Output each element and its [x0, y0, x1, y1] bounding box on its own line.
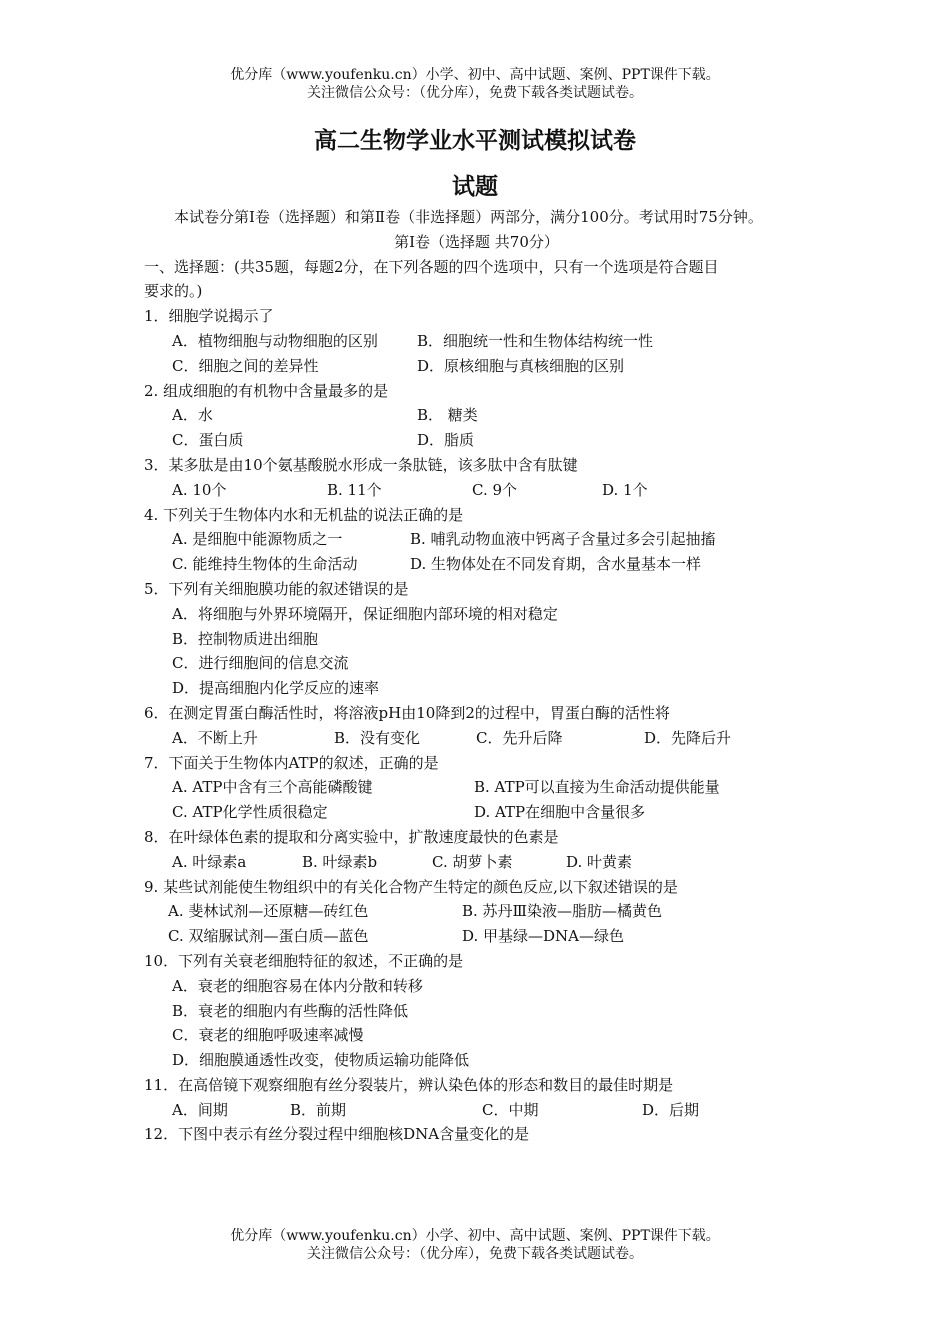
question-stem: 6．在测定胃蛋白酶活性时，将溶液pH由10降到2的过程中，胃蛋白酶的活性将: [144, 703, 670, 722]
options-row: [144, 527, 809, 552]
options-row: [144, 1098, 809, 1123]
option-b: B. 哺乳动物血液中钙离子含量过多会引起抽搐: [410, 530, 716, 549]
question-stem: 8．在叶绿体色素的提取和分离实验中，扩散速度最快的色素是: [144, 827, 559, 846]
options-row: [144, 354, 809, 379]
question-stem: 1．细胞学说揭示了: [144, 307, 274, 326]
page-header: [0, 66, 950, 102]
option-b: B. 苏丹Ⅲ染液—脂肪—橘黄色: [462, 902, 663, 921]
question-stem: 3．某多肽是由10个氨基酸脱水形成一条肽链，该多肽中含有肽键: [144, 455, 578, 474]
option-b: B. 11个: [327, 480, 382, 499]
option-c: C. 能维持生物体的生命活动: [172, 555, 358, 574]
option-d: D. ATP在细胞中含量很多: [474, 803, 646, 822]
question-1: [144, 304, 809, 378]
question-12: [144, 1122, 809, 1147]
options-row: [144, 329, 809, 354]
instruction-line-2: 要求的。): [144, 282, 203, 301]
option-a: A. ATP中含有三个高能磷酸键: [172, 778, 373, 797]
options-row: [144, 726, 809, 751]
option-b: B. ATP可以直接为生命活动提供能量: [474, 778, 720, 797]
options-row: [144, 775, 809, 800]
options-row: [144, 850, 809, 875]
options-row: [144, 552, 809, 577]
option-a: A．将细胞与外界环境隔开，保证细胞内部环境的相对稳定: [172, 604, 558, 623]
option-d: D．细胞膜通透性改变，使物质运输功能降低: [172, 1051, 470, 1070]
instruction-line-1: 一、选择题：(共35题，每题2分，在下列各题的四个选项中，只有一个选项是符合题目: [144, 257, 719, 276]
option-d: D. 叶黄素: [566, 852, 633, 871]
option-d: D. 生物体处在不同发育期，含水量基本一样: [410, 555, 702, 574]
options-row: [144, 478, 809, 503]
option-a: A．植物细胞与动物细胞的区别: [172, 331, 378, 350]
option-d: D．提高细胞内化学反应的速率: [172, 679, 380, 698]
option-a: A. 10个: [172, 480, 227, 499]
question-4: [144, 503, 809, 577]
question-11: [144, 1073, 809, 1123]
option-d: D. 1个: [602, 480, 648, 499]
option-c: C. 9个: [472, 480, 518, 499]
option-a: A．水: [172, 406, 213, 425]
option-b: B．前期: [290, 1100, 347, 1119]
question-2: [144, 379, 809, 453]
question-stem: 2. 组成细胞的有机物中含量最多的是: [144, 381, 389, 400]
question-stem: 9. 某些试剂能使生物组织中的有关化合物产生特定的颜色反应,以下叙述错误的是: [144, 877, 678, 896]
option-c: C．先升后降: [476, 728, 563, 747]
footer-line-1: 优分库（www.youfenku.cn）小学、初中、高中试题、案例、PPT课件下载。: [230, 1228, 720, 1244]
option-b: B． 糖类: [417, 406, 478, 425]
page-footer: [0, 1227, 950, 1263]
option-d: D．先降后升: [644, 728, 732, 747]
section-title: 第Ⅰ卷（选择题 共70分）: [394, 232, 559, 251]
question-3: [144, 453, 809, 503]
option-d: D．后期: [642, 1100, 700, 1119]
question-stem: 12．下图中表示有丝分裂过程中细胞核DNA含量变化的是: [144, 1125, 530, 1144]
option-c: C. 胡萝卜素: [432, 852, 513, 871]
question-5: [144, 577, 809, 701]
option-a: A．间期: [172, 1100, 228, 1119]
options-row: [144, 924, 809, 949]
option-c: C. 双缩脲试剂—蛋白质—蓝色: [168, 927, 369, 946]
option-c: C．进行细胞间的信息交流: [172, 654, 349, 673]
option-c: C．蛋白质: [172, 431, 244, 450]
exam-title: 高二生物学业水平测试模拟试卷: [314, 128, 636, 154]
option-c: C. ATP化学性质很稳定: [172, 803, 328, 822]
options-row: [144, 403, 809, 428]
option-b: B．细胞统一性和生物体结构统一性: [417, 331, 654, 350]
option-c: C．衰老的细胞呼吸速率减慢: [172, 1026, 364, 1045]
option-d: D. 甲基绿—DNA—绿色: [462, 927, 625, 946]
question-10: [144, 949, 809, 1073]
option-d: D．原核细胞与真核细胞的区别: [417, 356, 625, 375]
options-row: [144, 800, 809, 825]
option-b: B．衰老的细胞内有些酶的活性降低: [172, 1001, 409, 1020]
intro-paragraph: 本试卷分第Ⅰ卷（选择题）和第Ⅱ卷（非选择题）两部分，满分100分。考试用时75分钟。: [174, 208, 763, 226]
question-6: [144, 701, 809, 751]
question-stem: 10．下列有关衰老细胞特征的叙述，不正确的是: [144, 951, 464, 970]
options-row: [144, 428, 809, 453]
option-a: A．衰老的细胞容易在体内分散和转移: [172, 976, 423, 995]
option-b: B．控制物质进出细胞: [172, 629, 319, 648]
question-stem: 4. 下列关于生物体内水和无机盐的说法正确的是: [144, 505, 464, 524]
question-stem: 11．在高倍镜下观察细胞有丝分裂装片，辨认染色体的形态和数目的最佳时期是: [144, 1075, 674, 1094]
question-7: [144, 751, 809, 825]
exam-content: [144, 205, 809, 1147]
option-a: A．不断上升: [172, 728, 258, 747]
question-9: [144, 875, 809, 949]
option-b: B. 叶绿素b: [302, 852, 378, 871]
option-a: A. 叶绿素a: [172, 852, 247, 871]
question-8: [144, 825, 809, 875]
option-a: A. 是细胞中能源物质之一: [172, 530, 343, 549]
exam-subtitle: 试题: [452, 174, 498, 200]
footer-line-2: 关注微信公众号：（优分库），免费下载各类试题试卷。: [307, 1246, 643, 1262]
option-c: C．中期: [482, 1100, 539, 1119]
options-row: [144, 899, 809, 924]
question-stem: 5．下列有关细胞膜功能的叙述错误的是: [144, 579, 409, 598]
header-line-1: 优分库（www.youfenku.cn）小学、初中、高中试题、案例、PPT课件下载。: [230, 67, 720, 83]
option-c: C．细胞之间的差异性: [172, 356, 319, 375]
option-d: D．脂质: [417, 431, 475, 450]
option-a: A. 斐林试剂—还原糖—砖红色: [168, 902, 369, 921]
question-stem: 7．下面关于生物体内ATP的叙述，正确的是: [144, 753, 439, 772]
header-line-2: 关注微信公众号：（优分库），免费下载各类试题试卷。: [307, 85, 643, 101]
option-b: B．没有变化: [334, 728, 421, 747]
